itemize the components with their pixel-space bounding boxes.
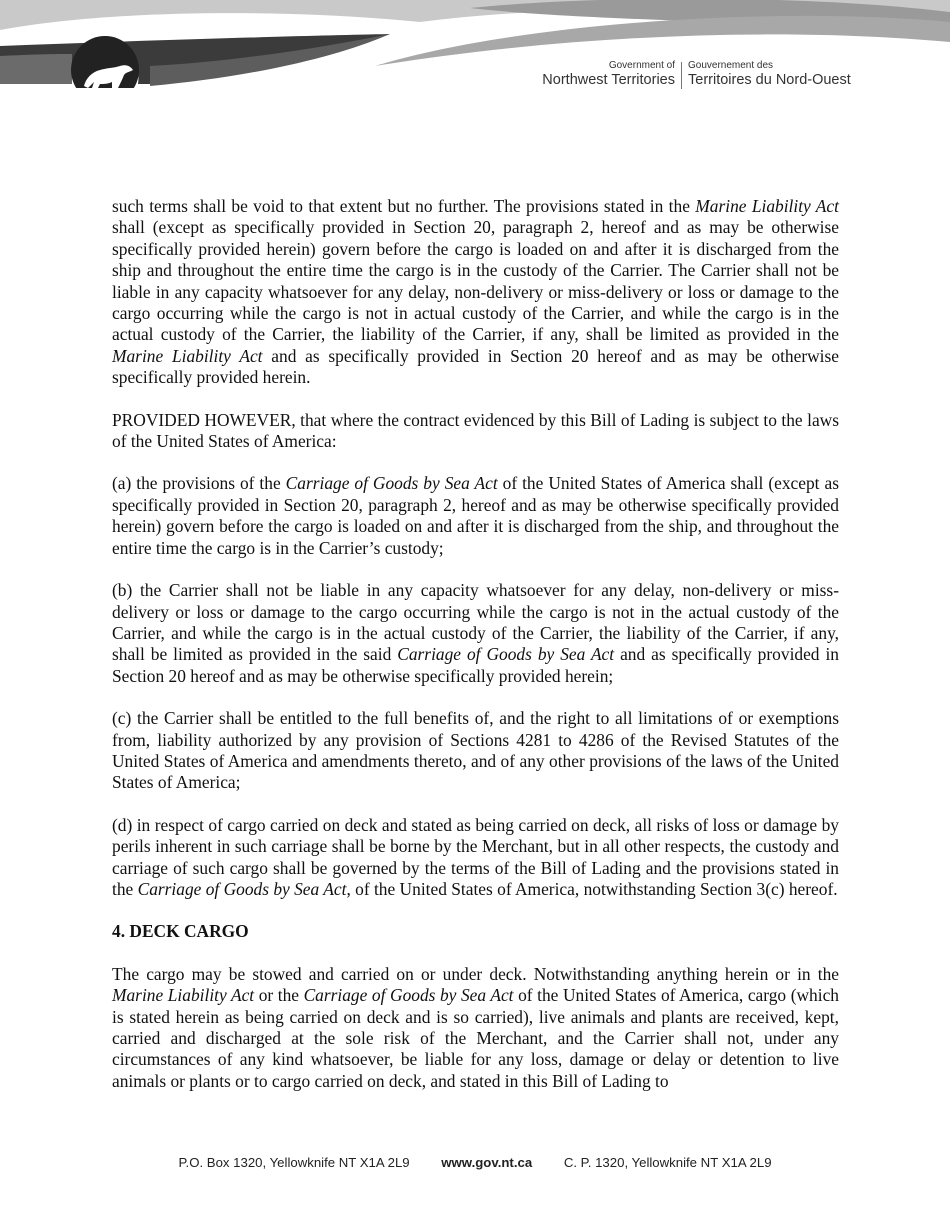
text-segment: or the <box>254 985 304 1006</box>
gov-wordmark-english <box>523 60 675 89</box>
act-title-italic: Marine Liability Act <box>112 985 255 1006</box>
document-body <box>112 196 839 1113</box>
paragraph-provided-however: PROVIDED HOWEVER, that where the contract evidenced by this Bill of Lading is subject to the laws of the United States of America: <box>112 409 839 452</box>
text-segment: such terms shall be void to that extent but no further. The provisions stated in the <box>112 196 696 216</box>
act-title-italic: Carriage of Goods by Sea Act <box>397 644 615 665</box>
paragraph-clause-a <box>112 473 839 559</box>
act-title-italic: Carriage of Goods by Sea Act <box>137 878 347 899</box>
footer-address-french: C. P. 1320, Yellowknife NT X1A 2L9 <box>563 1155 772 1170</box>
act-title-italic: Marine Liability Act <box>695 196 839 216</box>
text-segment: (a) the provisions of the <box>112 473 286 494</box>
mid-band-left <box>0 54 72 84</box>
section-heading-deck-cargo: 4. DECK CARGO <box>112 921 249 942</box>
gov-wordmark-french <box>688 60 888 89</box>
gov-english-name: Northwest Territories <box>542 72 675 88</box>
paragraph-clause-d <box>112 815 839 901</box>
text-segment: (d) in respect of cargo carried on deck and stated as being carried on deck, all risks of loss or damage by perils inherent in such carriage shall be borne by the Merchant, but in all other respects, the custody and carriage of such cargo shall be governed by the terms of the Bill of Lading and the provisions stated in the <box>112 814 839 899</box>
act-title-italic: Carriage of Goods by Sea Act <box>285 473 498 494</box>
text-segment: of the United States of America shall (except as specifically provided in Section 20, paragraph 2, hereof and as may be otherwise specifically provided herein) govern before the cargo is loaded on and after it is discharged from the ship, and throughout the entire time the cargo is in the Carrier’s custody; <box>112 473 839 558</box>
footer-website-link[interactable]: www.gov.nt.ca <box>441 1155 533 1170</box>
text-segment: and as specifically provided in Section 20 hereof and as may be otherwise specifically provided herein. <box>112 345 839 388</box>
text-segment: shall (except as specifically provided in Section 20, paragraph 2, hereof and as may be otherwise specifically provided herein) govern before the cargo is loaded on and after it is discharged from the ship and throughout the entire time the cargo is in the custody of the Carrier. The Carrier shall not be liable in any capacity whatsoever for any delay, non-delivery or miss-delivery or loss or damage to the cargo occurring while the cargo is not in actual custody of the Carrier, and while the cargo is in the actual custody of the Carrier, the liability of the Carrier, if any, shall be limited as provided in the <box>112 217 839 345</box>
footer-address-english: P.O. Box 1320, Yellowknife NT X1A 2L9 <box>178 1155 410 1170</box>
text-segment: and as specifically provided in Section 20 hereof and as may be otherwise specifically provided herein; <box>112 644 839 686</box>
act-title-italic: Marine Liability Act <box>112 345 263 366</box>
text-segment: of the United States of America, cargo (which is stated herein as being carried on deck and is so carried), live animals and plants are received, kept, carried and discharged at the sole risk of the Merchant, and the Carrier shall not, under any circumstances of any kind whatsoever, be liable for any loss, damage or delay or detention to live animals or plants or to cargo carried on deck, and stated in this Bill of Lading to <box>112 985 839 1091</box>
gov-english-small: Government of <box>608 60 675 71</box>
gov-french-name: Territoires du Nord-Ouest <box>688 72 851 88</box>
paragraph-clause-b <box>112 580 839 687</box>
act-title-italic: Carriage of Goods by Sea Act <box>303 985 514 1006</box>
text-segment: , of the United States of America, notwithstanding Section 3(c) hereof. <box>346 878 838 899</box>
text-segment: (b) the Carrier shall not be liable in any capacity whatsoever for any delay, non-delivery or miss-delivery or loss or damage to the cargo occurring while the cargo is not in the actual custody of the Carrier, and while the cargo is in the actual custody of the Carrier, the liability of the Carrier, if any, shall be limited as provided in the said <box>112 580 839 665</box>
grey-sweep-right <box>375 16 950 66</box>
gov-french-small: Gouvernement des <box>688 60 774 71</box>
paragraph-marine-liability <box>112 196 839 389</box>
wordmark-divider <box>681 62 682 89</box>
page-footer <box>0 1155 950 1170</box>
text-segment: The cargo may be stowed and carried on or under deck. Notwithstanding anything herein or in the <box>112 963 839 984</box>
paragraph-clause-c: (c) the Carrier shall be entitled to the full benefits of, and the right to all limitations of or exemptions from, liability authorized by any provision of Sections 4281 to 4286 of the Revised Statutes of the United States of America and amendments thereto, and of any other provisions of the laws of the United States of America; <box>112 708 839 793</box>
paragraph-deck-cargo <box>112 964 839 1092</box>
